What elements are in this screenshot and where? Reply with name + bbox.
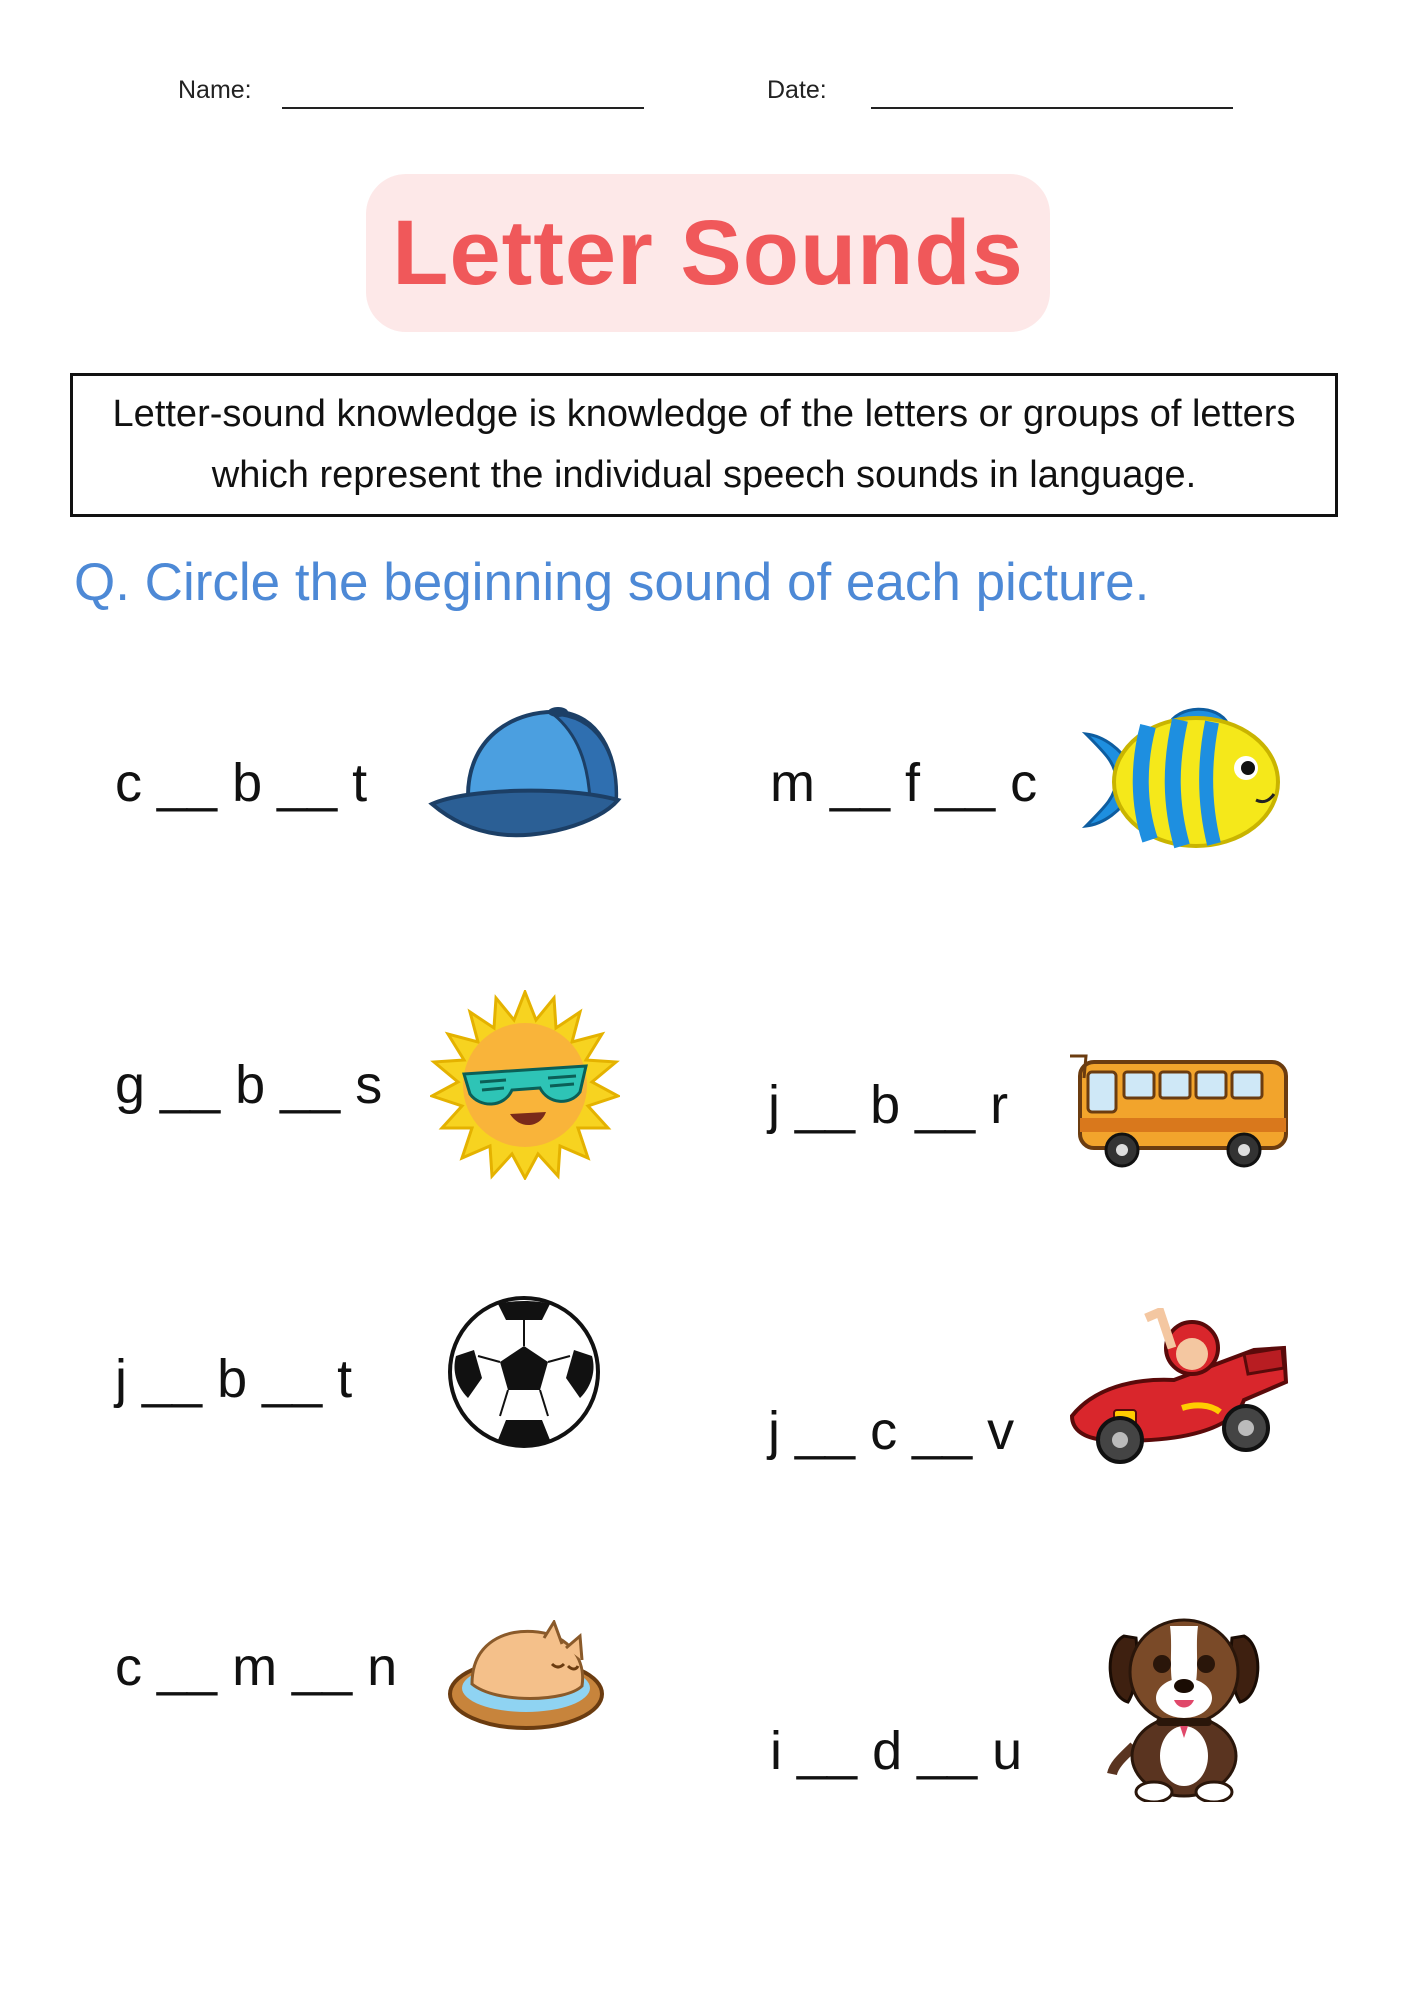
name-field[interactable] (282, 107, 644, 109)
prompt-fish: m __ f __ c (770, 753, 1038, 813)
sun-icon (430, 990, 620, 1180)
cat-icon (446, 1620, 606, 1734)
name-label: Name: (178, 76, 252, 104)
prompt-ball: j __ b __ t (115, 1349, 353, 1409)
prompt-cap: c __ b __ t (115, 753, 368, 813)
prompt-sun: g __ b __ s (115, 1055, 383, 1115)
puppy-icon (1104, 1606, 1264, 1802)
fish-icon (1078, 704, 1282, 856)
soccer-ball-icon (446, 1294, 602, 1450)
prompt-car: j __ c __ v (768, 1401, 1015, 1461)
prompt-cat: c __ m __ n (115, 1637, 398, 1697)
cap-icon (428, 704, 624, 842)
definition-text: Letter-sound knowledge is knowledge of the letters or groups of letters which represent the individual speech sounds in language. (112, 393, 1296, 496)
definition-box (70, 373, 1338, 517)
prompt-bus: j __ b __ r (768, 1075, 1009, 1135)
page-title: Letter Sounds (392, 201, 1024, 304)
bus-icon (1066, 1048, 1298, 1170)
title-banner (366, 174, 1050, 332)
date-label: Date: (767, 76, 827, 104)
prompt-puppy: i __ d __ u (770, 1721, 1023, 1781)
date-field[interactable] (871, 107, 1233, 109)
question-text: Q. Circle the beginning sound of each picture. (74, 553, 1150, 612)
race-car-icon (1064, 1308, 1298, 1468)
